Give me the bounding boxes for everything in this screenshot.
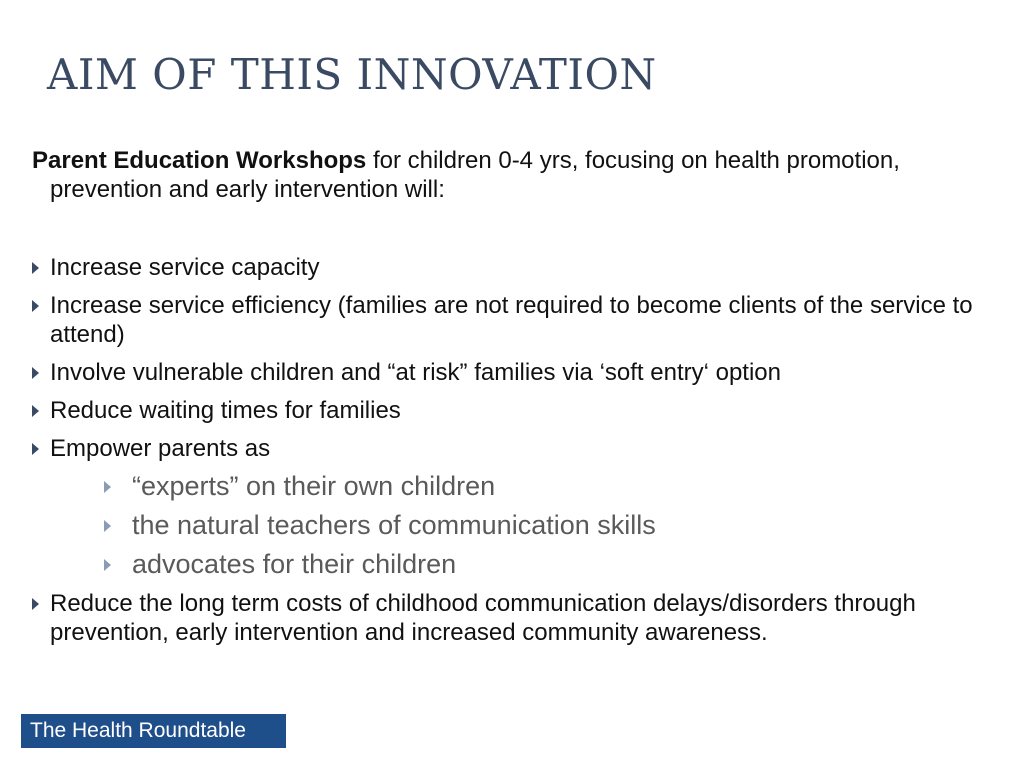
sub-bullet-text: advocates for their children — [132, 549, 457, 579]
arrow-bullet-icon — [32, 262, 39, 274]
bullet-text: Reduce waiting times for families — [50, 397, 401, 424]
sub-bullet-text: the natural teachers of communication skills — [132, 510, 656, 540]
health-roundtable-logo: The Health Roundtable — [21, 714, 286, 748]
sub-bullet-teachers — [50, 509, 992, 541]
bullet-text: Reduce the long term costs of childhood communication delays/disorders through prevention, early intervention and increased community awareness. — [50, 590, 916, 646]
intro-bold-text: Parent Education Workshops — [32, 147, 367, 174]
bullet-text: Increase service capacity — [50, 254, 320, 281]
bullet-text: Empower parents as — [50, 435, 271, 462]
slide-title: AIM OF THIS INNOVATION — [47, 50, 657, 99]
bullet-text: Involve vulnerable children and “at risk” families via ‘soft entry‘ option — [50, 359, 782, 386]
bullet-item-reduce-costs — [32, 589, 992, 647]
bullet-item-waiting-times — [32, 396, 992, 425]
arrow-sub-bullet-icon — [104, 559, 111, 571]
arrow-bullet-icon — [32, 405, 39, 417]
intro-text-line1: for children 0-4 yrs, focusing on health promotion, — [366, 147, 900, 174]
bullet-list — [32, 253, 992, 656]
arrow-bullet-icon — [32, 367, 39, 379]
sub-bullet-advocates — [50, 548, 992, 580]
arrow-bullet-icon — [32, 443, 39, 455]
arrow-sub-bullet-icon — [104, 481, 111, 493]
sub-bullet-experts — [50, 470, 992, 502]
intro-text-line2: prevention and early intervention will: — [50, 176, 445, 203]
bullet-item-vulnerable — [32, 358, 992, 387]
bullet-item-capacity — [32, 253, 992, 282]
intro-paragraph — [32, 146, 992, 204]
arrow-bullet-icon — [32, 598, 39, 610]
arrow-sub-bullet-icon — [104, 520, 111, 532]
bullet-item-empower — [32, 434, 992, 580]
arrow-bullet-icon — [32, 300, 39, 312]
sub-bullet-list — [50, 470, 992, 580]
sub-bullet-text: “experts” on their own children — [132, 471, 496, 501]
bullet-text: Increase service efficiency (families are not required to become clients of the service to attend) — [50, 292, 973, 348]
bullet-item-efficiency — [32, 291, 992, 349]
